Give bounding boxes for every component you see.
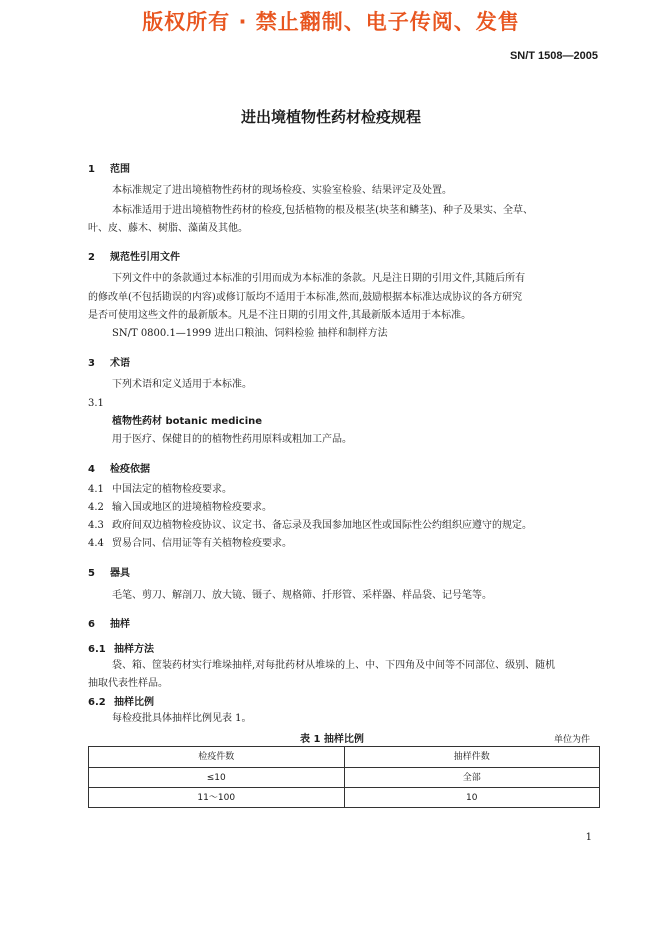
subsection-number: 6.2 (88, 697, 106, 708)
table-caption: 表 1 抽样比例 (300, 734, 364, 745)
section-title: 范围 (110, 164, 130, 175)
subsection-number: 6.1 (88, 644, 106, 655)
paragraph-line: 毛笔、剪刀、解剖刀、放大镜、镊子、规格筛、扦形管、采样器、样品袋、记号笔等。 (112, 590, 492, 601)
table-header-cell: 抽样件数 (344, 747, 600, 767)
section-4-heading (88, 460, 150, 475)
list-item (88, 500, 272, 516)
section-number: 2 (88, 252, 95, 263)
paragraph-line: 本标准规定了进出境植物性药材的现场检疫、实验室检验、结果评定及处置。 (112, 185, 452, 196)
item-text: 贸易合同、信用证等有关植物检疫要求。 (112, 538, 292, 549)
table-cell: 10 (344, 788, 600, 808)
list-item (88, 482, 232, 498)
paragraph-line: 下列术语和定义适用于本标准。 (112, 379, 252, 390)
subsection-6-1-heading (88, 640, 154, 655)
table-cell: 11～100 (197, 793, 236, 803)
section-number: 6 (88, 619, 95, 630)
term-definition: 用于医疗、保健目的的植物性药用原料或粗加工产品。 (112, 434, 352, 445)
section-number: 5 (88, 568, 95, 579)
section-title: 器具 (110, 568, 130, 579)
paragraph-line: 每检疫批具体抽样比例见表 1。 (112, 713, 252, 724)
table-unit: 单位为件 (553, 735, 590, 745)
section-title: 抽样 (110, 619, 130, 630)
item-number: 4.2 (88, 502, 104, 513)
section-title: 术语 (110, 358, 130, 369)
sampling-ratio-table (88, 746, 600, 808)
section-5-heading (88, 564, 130, 579)
table-header-cell: 检疫件数 (198, 752, 235, 762)
section-number: 4 (88, 464, 95, 475)
section-title: 检疫依据 (110, 464, 150, 475)
paragraph-line: 袋、箱、筐装药材实行堆垛抽样,对每批药材从堆垛的上、中、下四角及中间等不同部位、级别、随机 (112, 660, 556, 671)
table-cell: 全部 (344, 768, 600, 788)
section-2-heading (88, 248, 180, 263)
list-item (88, 518, 532, 534)
table-row (89, 767, 599, 788)
paragraph-line: 下列文件中的条款通过本标准的引用而成为本标准的条款。凡是注日期的引用文件,其随后所有 (112, 273, 526, 284)
page-title: 进出境植物性药材检疫规程 (240, 108, 421, 126)
section-1-heading (88, 160, 130, 175)
reference-line: SN/T 0800.1—1999 进出口粮油、饲料检验 抽样和制样方法 (112, 328, 388, 339)
section-3-heading (88, 354, 130, 369)
item-text: 政府间双边植物检疫协议、议定书、备忘录及我国参加地区性或国际性公约组织应遵守的规定。 (112, 520, 532, 531)
item-text: 中国法定的植物检疫要求。 (112, 484, 232, 495)
paragraph-line: 本标准适用于进出境植物性药材的检疫,包括植物的根及根茎(块茎和鳞茎)、种子及果实、全草、 (112, 205, 533, 216)
item-number: 4.3 (88, 520, 104, 531)
paragraph-line: 抽取代表性样品。 (88, 678, 168, 689)
subsection-6-2-heading (88, 693, 154, 708)
item-text: 输入国或地区的进境植物检疫要求。 (112, 502, 272, 513)
section-number: 3 (88, 358, 95, 369)
paragraph-line: 是否可使用这些文件的最新版本。凡是不注日期的引用文件,其最新版本适用于本标准。 (88, 310, 472, 321)
table-row (89, 787, 599, 808)
subsection-number: 3.1 (88, 398, 104, 409)
section-6-heading (88, 615, 130, 630)
section-title: 规范性引用文件 (110, 252, 180, 263)
list-item (88, 536, 292, 552)
subsection-title: 抽样比例 (114, 697, 154, 708)
term-entry: 植物性药材 botanic medicine (112, 416, 263, 427)
item-number: 4.1 (88, 484, 104, 495)
table-cell: ≤10 (206, 773, 226, 783)
copyright-watermark: 版权所有 · 禁止翻制、电子传阅、发售 (142, 10, 520, 34)
standard-number: SN/T 1508—2005 (509, 50, 598, 62)
page-number: 1 (585, 832, 592, 843)
subsection-title: 抽样方法 (114, 644, 154, 655)
table-header-row (89, 747, 599, 767)
paragraph-line: 叶、皮、藤木、树脂、藻菌及其他。 (88, 223, 248, 234)
section-number: 1 (88, 164, 95, 175)
paragraph-line: 的修改单(不包括勘误的内容)或修订版均不适用于本标准,然而,鼓励根据本标准达成协议的各方研究 (88, 292, 523, 303)
item-number: 4.4 (88, 538, 104, 549)
